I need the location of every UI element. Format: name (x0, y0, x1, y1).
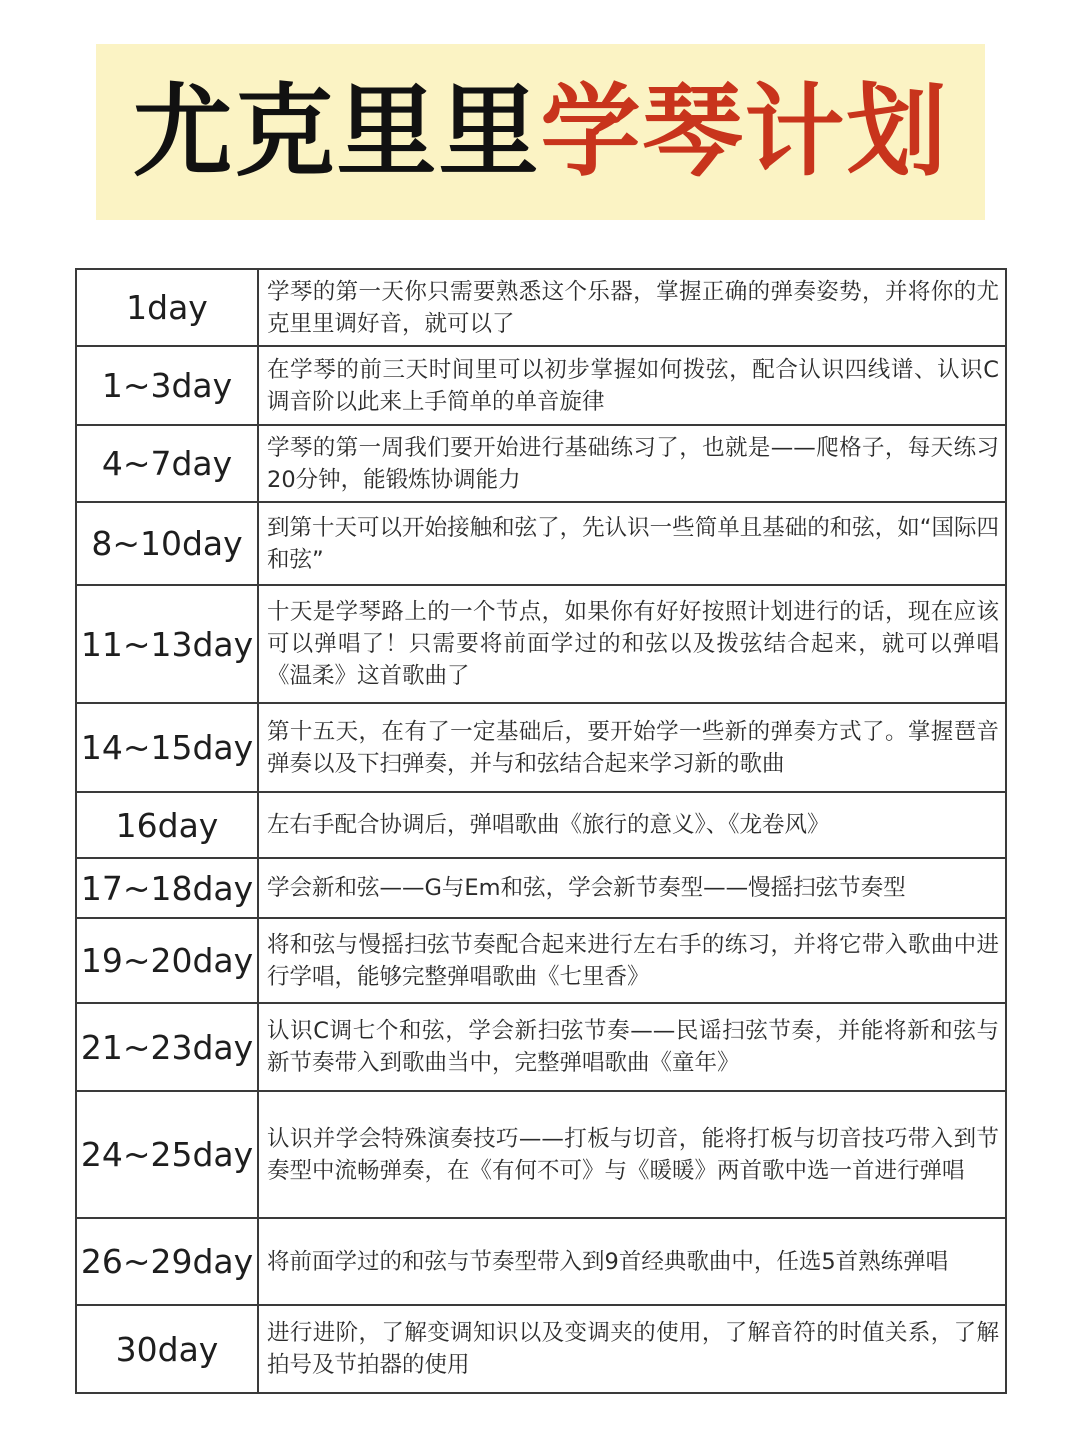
title-banner (96, 44, 985, 220)
day-label: 14~15day (76, 703, 258, 792)
day-label: 11~13day (76, 585, 258, 703)
day-description: 十天是学琴路上的一个节点，如果你有好好按照计划进行的话，现在应该可以弹唱了！只需要将前面学过的和弦以及拨弦结合起来，就可以弹唱《温柔》这首歌曲了 (258, 585, 1006, 703)
table-row (76, 703, 1006, 792)
day-description: 认识C调七个和弦，学会新扫弦节奏——民谣扫弦节奏，并能将新和弦与新节奏带入到歌曲当中，完整弹唱歌曲《童年》 (258, 1003, 1006, 1091)
table-row (76, 792, 1006, 858)
day-description: 学琴的第一天你只需要熟悉这个乐器，掌握正确的弹奏姿势，并将你的尤克里里调好音，就可以了 (258, 269, 1006, 346)
day-label: 24~25day (76, 1091, 258, 1218)
day-description: 第十五天，在有了一定基础后，要开始学一些新的弹奏方式了。掌握琶音弹奏以及下扫弹奏，并与和弦结合起来学习新的歌曲 (258, 703, 1006, 792)
day-label: 1day (76, 269, 258, 346)
day-label: 19~20day (76, 918, 258, 1003)
table-row (76, 269, 1006, 346)
table-row (76, 502, 1006, 585)
table-row (76, 346, 1006, 425)
table-row (76, 1091, 1006, 1218)
table-row (76, 1003, 1006, 1091)
day-label: 21~23day (76, 1003, 258, 1091)
day-label: 17~18day (76, 858, 258, 918)
day-label: 1~3day (76, 346, 258, 425)
day-label: 16day (76, 792, 258, 858)
table-row (76, 585, 1006, 703)
page-title (132, 73, 949, 190)
day-description: 将前面学过的和弦与节奏型带入到9首经典歌曲中，任选5首熟练弹唱 (258, 1218, 1006, 1305)
day-description: 左右手配合协调后，弹唱歌曲《旅行的意义》、《龙卷风》 (258, 792, 1006, 858)
title-part-black: 尤克里里 (132, 73, 541, 190)
table-row (76, 425, 1006, 502)
table-row (76, 918, 1006, 1003)
day-label: 30day (76, 1305, 258, 1393)
day-label: 4~7day (76, 425, 258, 502)
day-label: 26~29day (76, 1218, 258, 1305)
title-part-red: 学琴计划 (540, 73, 949, 190)
day-description: 将和弦与慢摇扫弦节奏配合起来进行左右手的练习，并将它带入歌曲中进行学唱，能够完整弹唱歌曲《七里香》 (258, 918, 1006, 1003)
day-description: 认识并学会特殊演奏技巧——打板与切音，能将打板与切音技巧带入到节奏型中流畅弹奏，在《有何不可》与《暖暖》两首歌中选一首进行弹唱 (258, 1091, 1006, 1218)
day-description: 学会新和弦——G与Em和弦，学会新节奏型——慢摇扫弦节奏型 (258, 858, 1006, 918)
table-row (76, 1218, 1006, 1305)
day-description: 在学琴的前三天时间里可以初步掌握如何拨弦，配合认识四线谱、认识C调音阶以此来上手简单的单音旋律 (258, 346, 1006, 425)
day-description: 到第十天可以开始接触和弦了，先认识一些简单且基础的和弦，如“国际四和弦” (258, 502, 1006, 585)
plan-table (75, 268, 1007, 1394)
table-row (76, 858, 1006, 918)
table-row (76, 1305, 1006, 1393)
day-description: 学琴的第一周我们要开始进行基础练习了，也就是——爬格子，每天练习20分钟，能锻炼协调能力 (258, 425, 1006, 502)
day-description: 进行进阶，了解变调知识以及变调夹的使用，了解音符的时值关系，了解拍号及节拍器的使用 (258, 1305, 1006, 1393)
day-label: 8~10day (76, 502, 258, 585)
